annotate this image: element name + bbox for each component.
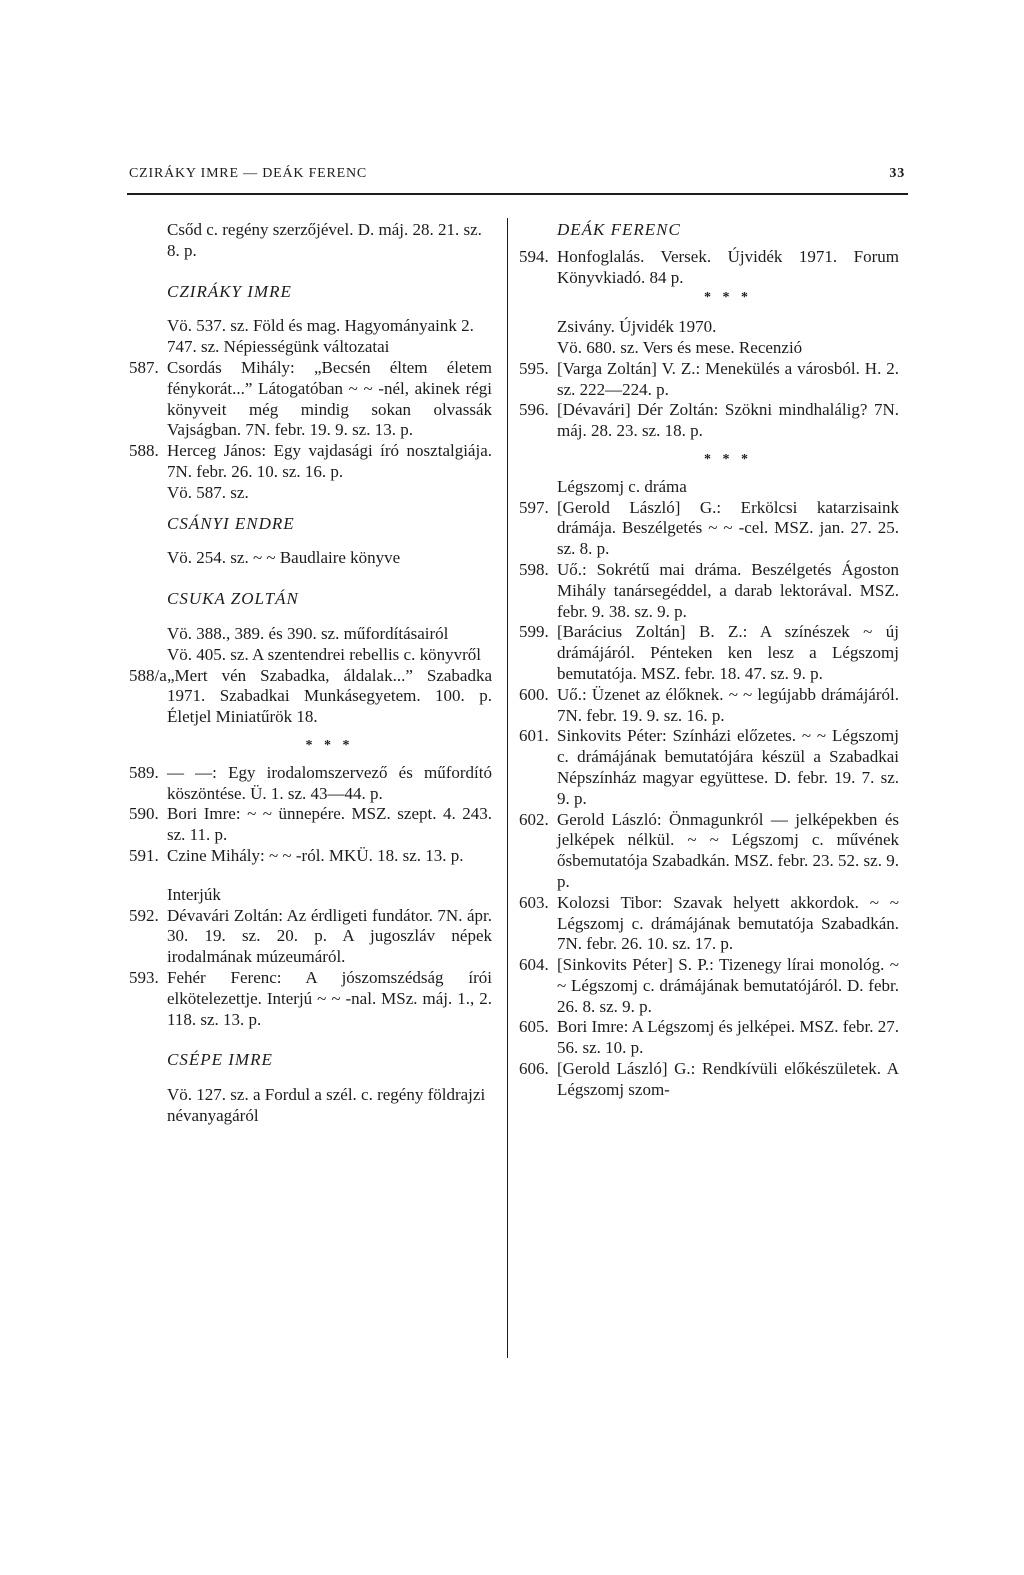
entry-number: 602. — [519, 809, 549, 829]
entry-number: 588/a — [129, 665, 167, 685]
book-title: Zsivány. Újvidék 1970. — [557, 317, 717, 337]
entry-number: 600. — [519, 684, 549, 704]
bibliography-entry-593 — [129, 968, 492, 1030]
bibliography-entry-597 — [519, 498, 899, 560]
entry-text: Uő.: Üzenet az élőknek. ~ ~ legújabb drámájáról. 7N. febr. 19. 9. sz. 16. p. — [557, 684, 899, 725]
entry-text: Csordás Mihály: „Becsén éltem életem fénykorát...” Látogatóban ~ ~ -nél, akinek régi könyveit még mindig sokan olvassák Vajságban. 7N. febr. 19. 9. sz. 13. p. — [167, 357, 492, 440]
entry-number: 605. — [519, 1017, 549, 1037]
entry-text: — —: Egy irodalomszervező és műfordító köszöntése. Ü. 1. sz. 43—44. p. — [167, 762, 492, 803]
section-separator: * * * — [305, 737, 354, 753]
cross-reference: 747. sz. Népiességünk változatai — [167, 337, 390, 357]
entry-number: 590. — [129, 804, 159, 824]
cross-reference: Vö. 127. sz. a Fordul a szél. c. regény földrajzi névanyagáról — [167, 1085, 486, 1125]
cross-reference: Vö. 537. sz. Föld és mag. Hagyományaink 2. — [167, 316, 474, 336]
cross-reference: Vö. 680. sz. Vers és mese. Recenzió — [557, 337, 803, 357]
entry-text: Sinkovits Péter: Színházi előzetes. ~ ~ Légszomj c. drámájának bemutatójára készül a Szabadkai Népszínház magyar együttese. D. febr. 19. 7. sz. 9. p. — [557, 726, 899, 808]
bibliography-entry-591 — [129, 846, 492, 867]
bibliography-entry-592 — [129, 906, 492, 968]
heading-csepe-imre: CSÉPE IMRE — [167, 1050, 273, 1070]
entry-text: Fehér Ferenc: A jószomszédság írói elkötelezettje. Interjú ~ ~ -nal. MSz. máj. 1., 2. 118. sz. 13. p. — [167, 967, 492, 1029]
entry-number: 592. — [129, 905, 159, 925]
bibliography-entry-603 — [519, 893, 899, 955]
entry-number: 588. — [129, 441, 159, 461]
entry-number: 593. — [129, 967, 159, 987]
heading-cziraky-imre: CZIRÁKY IMRE — [167, 281, 292, 301]
entry-text: Gerold László: Önmagunkról — jelképekben és jelképek nélkül. ~ ~ Légszomj c. művének ősbemutatója Szabadkán. MSZ. febr. 23. 52. sz. 9. p. — [557, 809, 899, 891]
heading-deak-ferenc: DEÁK FERENC — [557, 220, 681, 239]
cross-reference: Vö. 388., 389. és 390. sz. műfordításairól — [167, 623, 449, 643]
bibliography-entry-587 — [129, 358, 492, 441]
bibliography-entry-599 — [519, 622, 899, 684]
left-column — [129, 220, 492, 1127]
heading-csuka-zoltan: CSUKA ZOLTÁN — [167, 589, 299, 609]
entry-number: 596. — [519, 400, 549, 420]
entry-number: 595. — [519, 358, 549, 378]
cross-reference: Vö. 587. sz. — [167, 482, 249, 502]
bibliography-entry-590 — [129, 804, 492, 846]
entry-number: 606. — [519, 1059, 549, 1079]
entry-text: Kolozsi Tibor: Szavak helyett akkordok. ~ ~ Légszomj c. drámájának bemutatója Szabadkán. 7N. febr. 26. 10. sz. 17. p. — [557, 892, 899, 954]
entry-text: Dévavári Zoltán: Az érdligeti fundátor. 7N. ápr. 30. 19. sz. 20. p. A jugoszláv népek irodalmának múzeumáról. — [167, 905, 492, 967]
entry-number: 589. — [129, 762, 159, 782]
bibliography-entry-604 — [519, 955, 899, 1017]
intro-text: Csőd c. regény szerzőjével. D. máj. 28. 21. sz. 8. p. — [167, 220, 482, 260]
entry-text: [Sinkovits Péter] S. P.: Tizenegy lírai monológ. ~ ~ Légszomj c. drámájának bemutatójáról. D. febr. 26. 8. sz. 9. p. — [557, 955, 899, 1016]
entry-number: 591. — [129, 845, 159, 865]
bibliography-entry-606 — [519, 1059, 899, 1101]
bibliography-entry-595 — [519, 359, 899, 401]
entry-text: „Mert vén Szabadka, áldalak...” Szabadka 1971. Szabadkai Munkásegyetem. 100. p. Életjel Miniatűrök 18. — [167, 665, 492, 727]
right-column — [519, 220, 899, 1101]
bibliography-entry-601 — [519, 726, 899, 809]
entry-text: Czine Mihály: ~ ~ -ról. MKÜ. 18. sz. 13. p. — [167, 845, 464, 865]
section-separator: * * * — [704, 290, 752, 306]
bibliography-entry-598 — [519, 560, 899, 622]
cross-reference: Vö. 405. sz. A szentendrei rebellis c. könyvről — [167, 644, 481, 664]
entry-text: Honfoglalás. Versek. Újvidék 1971. Forum Könyvkiadó. 84 p. — [557, 246, 899, 287]
bibliography-entry-594 — [519, 247, 899, 289]
entry-text: [Dévavári] Dér Zoltán: Szökni mindhalálig? 7N. máj. 28. 23. sz. 18. p. — [557, 400, 899, 441]
entry-number: 604. — [519, 955, 549, 975]
entry-text: Herceg János: Egy vajdasági író nosztalgiája. 7N. febr. 26. 10. sz. 16. p. — [167, 441, 492, 481]
entry-text: Bori Imre: ~ ~ ünnepére. MSZ. szept. 4. 243. sz. 11. p. — [167, 804, 492, 845]
entry-number: 599. — [519, 622, 549, 642]
entry-text: [Gerold László] G.: Erkölcsi katarzisaink drámája. Beszélgetés ~ ~ -cel. MSZ. jan. 27. 25. sz. 8. p. — [557, 497, 899, 559]
book-title: Légszomj c. dráma — [557, 476, 687, 496]
bibliography-entry-602 — [519, 810, 899, 893]
running-head-title: CZIRÁKY IMRE — DEÁK FERENC — [129, 166, 368, 181]
bibliography-entry-589 — [129, 763, 492, 805]
entry-number: 587. — [129, 357, 159, 377]
entry-text: [Gerold László] G.: Rendkívüli előkészületek. A Légszomj szom- — [557, 1059, 899, 1099]
section-separator: * * * — [704, 451, 752, 467]
bibliography-entry-596 — [519, 400, 899, 442]
subheading-interjuk: Interjúk — [167, 884, 221, 904]
entry-number: 598. — [519, 559, 549, 579]
entry-number: 603. — [519, 892, 549, 912]
header-rule — [127, 193, 908, 195]
bibliography-entry-605 — [519, 1017, 899, 1059]
bibliography-entry-588a — [129, 666, 492, 728]
entry-text: Bori Imre: A Légszomj és jelképei. MSZ. febr. 27. 56. sz. 10. p. — [557, 1017, 899, 1058]
bibliography-entry-600 — [519, 685, 899, 727]
heading-csanyi-endre: CSÁNYI ENDRE — [167, 513, 295, 533]
running-head — [129, 166, 905, 182]
bibliography-entry-588 — [129, 441, 492, 483]
entry-number: 594. — [519, 246, 549, 266]
entry-text: Uő.: Sokrétű mai dráma. Beszélgetés Ágoston Mihály tanársegéddel, a darab lektorával. MSZ. febr. 9. 38. sz. 9. p. — [557, 559, 899, 621]
entry-text: [Barácius Zoltán] B. Z.: A színészek ~ új drámájáról. Pénteken ken lesz a Légszomj bemutatója. MSZ. febr. 18. 47. sz. 9. p. — [557, 622, 899, 683]
entry-number: 597. — [519, 497, 549, 517]
column-divider — [507, 218, 508, 1358]
page-number: 33 — [889, 166, 905, 181]
entry-text: [Varga Zoltán] V. Z.: Menekülés a városból. H. 2. sz. 222—224. p. — [557, 358, 899, 399]
entry-number: 601. — [519, 726, 549, 746]
cross-reference: Vö. 254. sz. ~ ~ Baudlaire könyve — [167, 548, 401, 568]
